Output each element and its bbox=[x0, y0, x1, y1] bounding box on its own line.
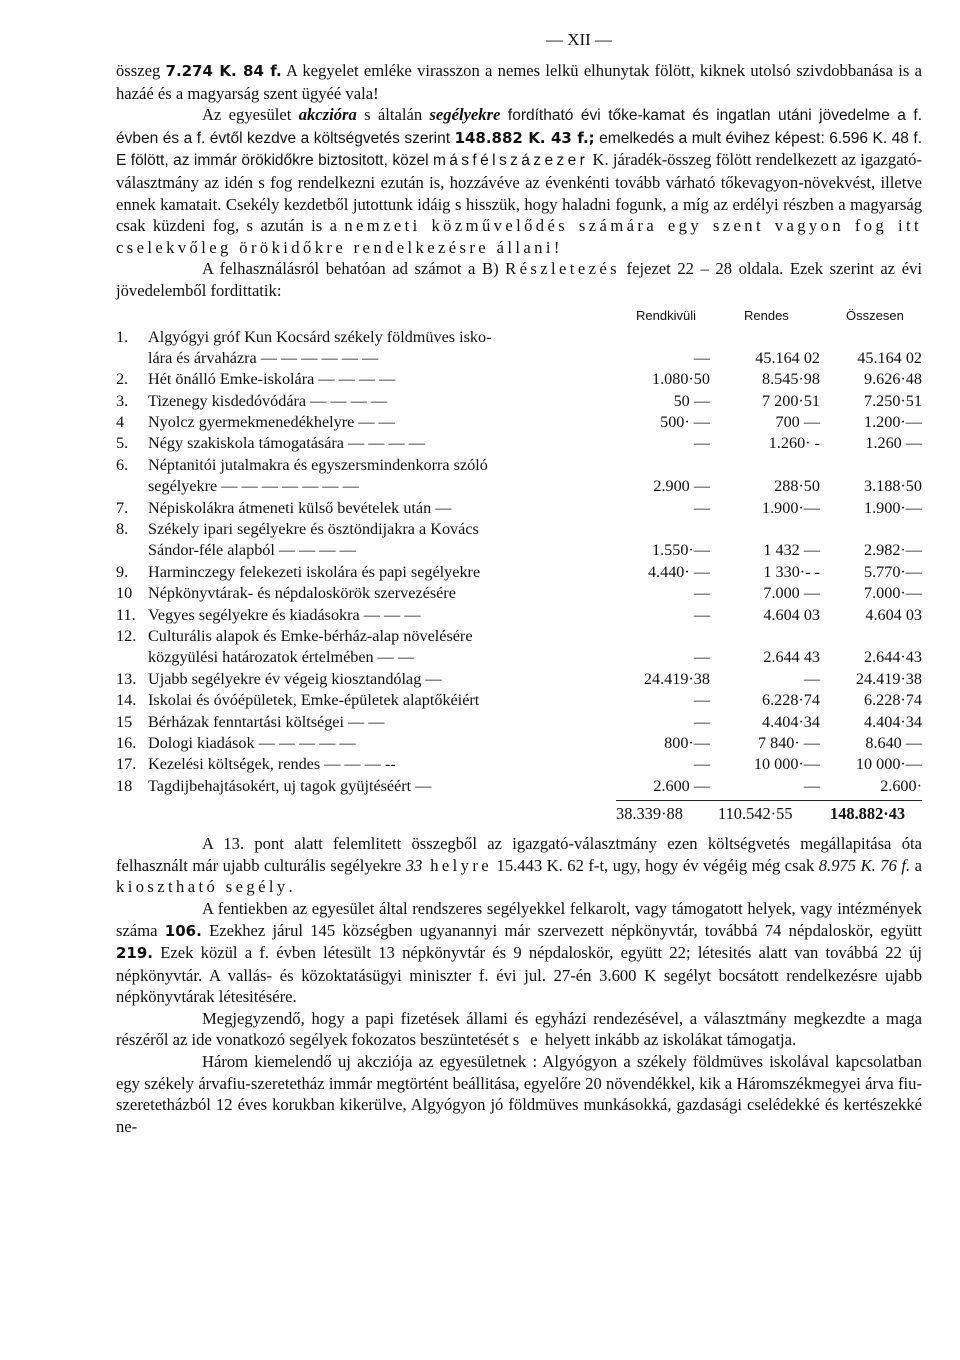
table-row bbox=[116, 434, 922, 455]
para1-text-c: A kegyelet emléke virasszon a nemes lelkü elhunytak fölött, kiknek utolsó szivdobbanása is a hazáé és a magyarság szent ügyéé vala! bbox=[116, 61, 922, 103]
para2-emphasis-akczio: akczióra bbox=[298, 105, 357, 125]
row-number: 9. bbox=[116, 562, 129, 581]
row-label: Ujabb segélyekre év végeig kiosztandólag — bbox=[148, 669, 442, 688]
table-row bbox=[116, 755, 922, 776]
cell-osszesen: 2.644·43 bbox=[864, 648, 922, 667]
cell-rendkivuli: — bbox=[693, 755, 710, 774]
para2-emphasis-segely: segélyekre bbox=[429, 105, 501, 125]
row-label: Kezelési költségek, rendes — — — -- bbox=[148, 755, 396, 774]
cell-rendes: 1.260· - bbox=[768, 434, 820, 453]
cell-rendes: 700 — bbox=[775, 413, 820, 432]
para3-text-c: fejezet 22 – 28 oldala. Ezek szerint az évi jövedelemből fordittatik: bbox=[116, 259, 922, 300]
table-row bbox=[116, 691, 922, 712]
cell-rendkivuli: 50 — bbox=[673, 391, 710, 410]
para4-count: 33 bbox=[405, 855, 423, 875]
row-number: 1. bbox=[116, 327, 129, 346]
cell-osszesen: 24.419·38 bbox=[855, 669, 922, 688]
table-row bbox=[116, 670, 922, 691]
table-row bbox=[116, 584, 922, 605]
header-rendkivuli: Rendkivüli bbox=[636, 307, 696, 323]
table-row bbox=[116, 328, 922, 349]
row-number: 13. bbox=[116, 669, 137, 688]
cell-rendkivuli: — bbox=[693, 498, 710, 517]
para4-text-h: . bbox=[288, 877, 293, 897]
table-row bbox=[116, 392, 922, 413]
row-number: 3. bbox=[116, 391, 129, 410]
row-number: 5. bbox=[116, 434, 129, 453]
para5-text-e: Ezek közül a f. évben létesült 13 népkönyvtár és 9 népdaloskör, együtt 22; létesités alatt van továbbá 22 új népkönyvtár. A vallás- és közoktatásügyi miniszter f. évi jul. 27-én 3.600 K segélyt bocsátott rendelkezésre ujabb népkönyvtárak létesitésére. bbox=[116, 943, 922, 1007]
cell-rendkivuli: 2.600 — bbox=[653, 776, 710, 795]
row-number: 6. bbox=[116, 455, 129, 474]
table-row bbox=[116, 541, 922, 562]
table-row bbox=[116, 627, 922, 648]
row-number: 2. bbox=[116, 370, 129, 389]
para2-amount: 148.882 K. 43 f.; bbox=[454, 128, 595, 147]
cell-osszesen: 4.604 03 bbox=[865, 605, 922, 624]
cell-osszesen: 9.626·48 bbox=[864, 370, 922, 389]
para2-text-c: s általán bbox=[356, 105, 430, 125]
para2-spaced-closing: nemzeti közművelődés számára egy szent vagyon fog itt cselekvőleg örökidőkre rendelkezésre állani! bbox=[116, 216, 922, 257]
para6-text-a: Megjegyzendő, hogy a papi fizetések állami és egyházi rendezésével, a választmány megkezdte a maga részéről az ide vonatkozó segélyek fokozatos beszüntetését bbox=[116, 1008, 922, 1050]
table-row bbox=[116, 370, 922, 391]
table-row bbox=[116, 606, 922, 627]
para2-spaced-masfelszazezer: másfélszázezer bbox=[432, 152, 589, 170]
row-label: Hét önálló Emke-iskolára — — — — bbox=[148, 370, 396, 389]
para4-spaced-kioszthato: kiosztható segély bbox=[116, 877, 289, 897]
page-number: — XII — bbox=[545, 30, 613, 49]
row-label: Népkönyvtárak- és népdaloskörök szervezésére bbox=[148, 584, 456, 603]
para4-spaced-helyre: helyre bbox=[422, 855, 493, 875]
row-number: 11. bbox=[116, 605, 136, 624]
cell-rendes: 1 432 — bbox=[763, 541, 820, 560]
row-number: 17. bbox=[116, 755, 137, 774]
row-label: lára és árvaházra — — — — — — bbox=[148, 348, 379, 367]
para2-text-g: emelkedés a mult évihez képest: 6.596 K. 48 f. E fölött, az immár örökidőkre biztositott, közel bbox=[116, 129, 922, 170]
cell-osszesen: 5.770·— bbox=[864, 562, 922, 581]
row-number: 7. bbox=[116, 498, 129, 517]
para6-spaced-se: s e bbox=[512, 1030, 541, 1050]
header-osszesen: Összesen bbox=[846, 307, 904, 323]
row-number: 16. bbox=[116, 733, 137, 752]
table-row bbox=[116, 777, 922, 798]
cell-rendkivuli: 2.900 — bbox=[653, 477, 710, 496]
para4-text-d: 15.443 K. 62 f-t, ugy, hogy év végéig még csak bbox=[492, 855, 819, 875]
cell-rendkivuli: 1.080·50 bbox=[652, 370, 710, 389]
para5-count-106: 106. bbox=[164, 921, 202, 940]
cell-rendes: 7 200·51 bbox=[762, 391, 820, 410]
header-rendes: Rendes bbox=[744, 307, 789, 323]
cell-rendkivuli: 500· — bbox=[660, 413, 710, 432]
row-number: 4 bbox=[116, 413, 125, 432]
para4-text-f: a bbox=[910, 855, 922, 875]
table-row bbox=[116, 413, 922, 434]
para5-text-a: A fentiekben az egyesület által rendszeres segélyekkel felkarolt, vagy támogatott helyek, vagy intézmények száma bbox=[116, 898, 922, 940]
paragraph-7 bbox=[116, 1051, 922, 1137]
cell-osszesen: 1.200·— bbox=[864, 413, 922, 432]
table-row bbox=[116, 563, 922, 584]
cell-rendes: 7.000 — bbox=[763, 584, 820, 603]
para1-text-a: összeg bbox=[116, 61, 166, 80]
para5-text-c: Ezekhez járul 145 községben ugyanannyi már szervezett népkönyvtár, továbbá 74 népdaloskör, együtt bbox=[201, 920, 923, 940]
para4-text-a: A 13. pont alatt felemlitett összegből az igazgató-választmány ezen költségvetés megállapitása óta felhasznált már ujabb culturális segélyekre bbox=[116, 834, 922, 875]
cell-osszesen: 7.000·— bbox=[864, 584, 922, 603]
table-row bbox=[116, 349, 922, 370]
cell-rendes: 6.228·74 bbox=[762, 691, 820, 710]
row-label: Tagdijbehajtásokért, uj tagok gyüjtéséért — bbox=[148, 776, 432, 795]
paragraph-6 bbox=[116, 1008, 922, 1051]
cell-rendes: 2.644 43 bbox=[763, 648, 820, 667]
para6-text-c: helyett inkább az iskolákat támogatja. bbox=[540, 1030, 797, 1050]
row-number: 15 bbox=[116, 712, 133, 731]
row-label: Algyógyi gróf Kun Kocsárd székely földmüves isko- bbox=[148, 327, 492, 346]
para3-text-a: A felhasználásról behatóan ad számot a B) bbox=[202, 259, 506, 279]
cell-rendes: 8.545·98 bbox=[762, 370, 820, 389]
cell-rendkivuli: 24.419·38 bbox=[643, 669, 710, 688]
row-number: 8. bbox=[116, 520, 129, 539]
paragraph-5 bbox=[116, 898, 922, 1008]
total-osszesen: 148.882·43 bbox=[830, 804, 906, 824]
row-number: 12. bbox=[116, 627, 137, 645]
cell-osszesen: 3.188·50 bbox=[864, 477, 922, 496]
cell-rendes: 4.404·34 bbox=[762, 712, 820, 731]
row-label: Népiskolákra átmeneti külső bevételek után — bbox=[148, 498, 452, 517]
cell-osszesen: 2.600· bbox=[880, 776, 922, 795]
row-number: 10 bbox=[116, 584, 133, 603]
cell-rendkivuli: 4.440· — bbox=[647, 562, 710, 581]
paragraph-2 bbox=[116, 104, 922, 258]
row-number: 14. bbox=[116, 691, 137, 710]
cell-rendes: 4.604 03 bbox=[763, 605, 820, 624]
row-label: Sándor-féle alapból — — — — bbox=[148, 541, 356, 560]
cell-rendkivuli: — bbox=[693, 712, 710, 731]
cell-rendkivuli: 1.550·— bbox=[652, 541, 710, 560]
cell-rendes: 45.164 02 bbox=[755, 348, 820, 367]
para5-count-219: 219. bbox=[116, 944, 154, 963]
table-row bbox=[116, 499, 922, 520]
total-rendes: 110.542·55 bbox=[718, 804, 793, 824]
row-label: Négy szakiskola támogatására — — — — bbox=[148, 434, 425, 453]
cell-rendkivuli: — bbox=[693, 605, 710, 624]
row-number: 18 bbox=[116, 776, 133, 795]
table-row bbox=[116, 648, 922, 669]
cell-osszesen: 8.640 — bbox=[865, 733, 922, 752]
table-row bbox=[116, 456, 922, 477]
cell-osszesen: 1.260 — bbox=[865, 434, 922, 453]
row-label: Tizenegy kisdedóvódára — — — — bbox=[148, 391, 388, 410]
para2-text-e: fordítható évi tőke-kamat és ingatlan utáni jövedelme a f. évben és a f. évtől kezdve a költségvetés szerint bbox=[116, 107, 922, 147]
cell-rendes: — bbox=[803, 776, 820, 795]
row-label: Iskolai és óvóépületek, Emke-épületek alaptőkéiért bbox=[148, 691, 480, 710]
paragraph-1 bbox=[116, 60, 922, 104]
para2-text-a: Az egyesület bbox=[202, 105, 299, 125]
para7-text-a: Három kiemelendő uj akcziója az egyesületnek : Algyógyon a székely földmüves iskolával kapcsolatban egy székely árvafiu-szeretetház immár megtörtént beállitása, egyelőre 20 növendékkel, kik a Háromszékmegyei árva fiu-szeretetházból 12 éves korukban kikerülve, Algyógyon jó földmüves munkásokká, gazdasági cselédekké és kertészekké ne- bbox=[116, 1052, 922, 1136]
table-body bbox=[116, 328, 922, 799]
table-row bbox=[116, 734, 922, 755]
cell-rendes: 1.900·— bbox=[762, 498, 820, 517]
row-label: Néptanitói jutalmakra és egyszersmindenkorra szóló bbox=[148, 455, 488, 474]
document-page bbox=[116, 30, 922, 1137]
row-label: segélyekre — — — — — — — bbox=[148, 477, 359, 496]
row-label: Vegyes segélyekre és kiadásokra — — — bbox=[148, 605, 421, 624]
cell-osszesen: 45.164 02 bbox=[857, 348, 922, 367]
row-label: Bérházak fenntartási költségei — — bbox=[148, 712, 385, 731]
cell-rendes: 10 000·— bbox=[753, 755, 820, 774]
para2-text-i: K. járadék-összeg fölött rendelkezett az igazgató-választmány az idén s fog rendelkezni ezután is, hozzávéve az évenkénti tovább várható tőkevagyon-növekvést, illetve ennek kamatait. Csekély kezdetből jutottunk idáig s hisszük, hogy haladni fogunk, a míg az erdélyi részben a magyarság csak küzdeni fog, s azután is a bbox=[116, 150, 922, 236]
total-rendkivuli: 38.339·88 bbox=[616, 804, 683, 824]
cell-rendkivuli: — bbox=[693, 691, 710, 710]
cell-osszesen: 7.250·51 bbox=[864, 391, 922, 410]
paragraph-3 bbox=[116, 258, 922, 301]
cell-osszesen: 6.228·74 bbox=[864, 691, 922, 710]
cell-rendes: — bbox=[803, 669, 820, 688]
table-row bbox=[116, 713, 922, 734]
row-label: Culturális alapok és Emke-bérház-alap növelésére bbox=[148, 627, 473, 645]
row-label: Székely ipari segélyekre és ösztöndijakra a Kovács bbox=[148, 520, 479, 539]
cell-osszesen: 4.404·34 bbox=[864, 712, 922, 731]
cell-rendes: 7 840· — bbox=[757, 733, 820, 752]
row-label: közgyülési határozatok értelmében — — bbox=[148, 648, 415, 667]
table-row bbox=[116, 520, 922, 541]
row-label: Nyolcz gyermekmenedékhelyre — — bbox=[148, 413, 395, 432]
cell-rendkivuli: — bbox=[693, 434, 710, 453]
cell-rendkivuli: — bbox=[693, 584, 710, 603]
table-row bbox=[116, 477, 922, 498]
table-totals-row bbox=[616, 800, 922, 827]
expense-table bbox=[116, 306, 922, 828]
para4-amount: 8.975 K. 76 f. bbox=[818, 855, 911, 875]
para3-spaced-reszletezes: Részletezés bbox=[505, 259, 620, 279]
table-header bbox=[116, 306, 922, 328]
cell-rendkivuli: 800·— bbox=[664, 733, 710, 752]
cell-rendkivuli: — bbox=[693, 648, 710, 667]
cell-osszesen: 1.900·— bbox=[864, 498, 922, 517]
paragraph-4 bbox=[116, 833, 922, 898]
cell-osszesen: 2.982·— bbox=[864, 541, 922, 560]
cell-rendkivuli: — bbox=[693, 348, 710, 367]
cell-rendes: 1 330·- - bbox=[763, 562, 820, 581]
cell-rendes: 288·50 bbox=[774, 477, 820, 496]
para1-amount: 7.274 K. 84 f. bbox=[165, 62, 282, 80]
cell-osszesen: 10 000·— bbox=[855, 755, 922, 774]
row-label: Dologi kiadások — — — — — bbox=[148, 733, 356, 752]
row-label: Harminczegy felekezeti iskolára és papi segélyekre bbox=[148, 562, 481, 581]
